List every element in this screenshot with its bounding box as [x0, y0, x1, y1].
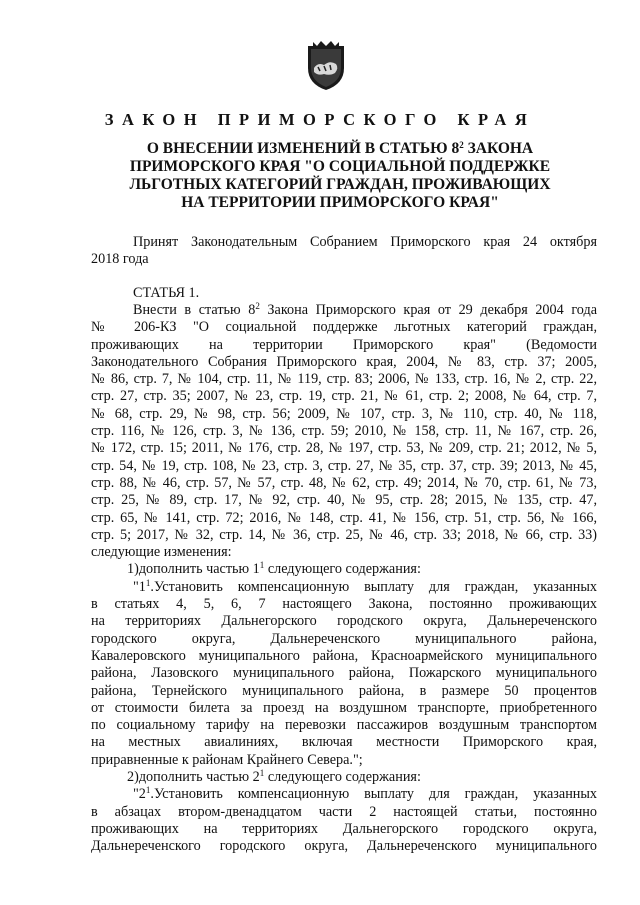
quote-1-line: района, Лазовского муниципального района, Пожарского муниципального: [91, 665, 597, 682]
quote-1-line: района, Тернейского муниципального района, в размере 50 процентов: [91, 682, 597, 699]
quote-1-first: "$1^1.Установить$ компенсационную выплату для граждан, указанных: [133, 577, 597, 595]
adoption-note: Принят Законодательным Собранием Приморского края 24 октября 2018 года: [91, 234, 597, 268]
article-line: стр. 88, № 46, стр. 57, № 57, стр. 48, № 62, стр. 49; 2014, № 70, стр. 61, № 73,: [91, 474, 597, 491]
article-line: Законодательного Собрания Приморского края, 2004, № 83, стр. 37; 2005,: [91, 353, 597, 370]
quote-2-line: Дальнереченского городского округа, Дальнереченского муниципального: [91, 838, 597, 855]
quote-1-line: от стоимости билета за проезд на воздушном транспорте, приобретенного: [91, 699, 597, 716]
article-intro: Внести в статью $8^2$ Закона Приморского края от 29 декабря 2004 года: [133, 301, 597, 318]
item-1: 1)дополнить частью $1^1$ следующего содержания:: [127, 560, 421, 578]
subtitle-line-4: НА ТЕРРИТОРИИ ПРИМОРСКОГО КРАЯ": [181, 194, 499, 211]
quote-1-line: по социальному тарифу на перевозки пассажиров воздушным транспортом: [91, 717, 597, 734]
article-line: № 68, стр. 29, № 98, стр. 56; 2009, № 107, стр. 3, № 110, стр. 40, № 118,: [91, 405, 597, 422]
subtitle-line-1: О ВНЕСЕНИИ ИЗМЕНЕНИЙ В СТАТЬЮ $8^2$ ЗАКОНА: [146, 140, 534, 157]
quote-1-line: приравненные к районам Крайнего Севера.";: [91, 751, 363, 768]
law-title: ЗАКОН ПРИМОРСКОГО КРАЯ: [104, 110, 536, 129]
quote-1-line: городского округа, Дальнереченского муниципального района,: [91, 630, 597, 647]
article-line: стр. 25, № 89, стр. 17, № 92, стр. 40, № 95, стр. 28; 2015, № 135, стр. 47,: [91, 492, 597, 509]
article-line: стр. 116, № 126, стр. 3, № 136, стр. 59; 2010, № 158, стр. 11, № 167, стр. 26,: [91, 423, 597, 440]
article-line: стр. 5; 2017, № 32, стр. 14, № 36, стр. 25, № 46, стр. 33; 2018, № 66, стр. 33): [91, 526, 597, 543]
item-2: 2)дополнить частью $2^1$ следующего содержания:: [127, 768, 421, 786]
quote-1-line: в статьях 4, 5, 6, 7 настоящего Закона, постоянно проживающих: [91, 596, 597, 613]
article-line: № 172, стр. 15; 2011, № 176, стр. 28, № 197, стр. 53, № 209, стр. 21; 2012, № 5,: [91, 440, 597, 457]
quote-1-line: на территориях Дальнегорского городского округа, Дальнереченского: [91, 613, 597, 630]
subtitle-line-2: ПРИМОРСКОГО КРАЯ "О СОЦИАЛЬНОЙ ПОДДЕРЖКЕ: [129, 158, 551, 175]
subtitle-line-3: ЛЬГОТНЫХ КАТЕГОРИЙ ГРАЖДАН, ПРОЖИВАЮЩИХ: [129, 176, 551, 193]
article-line: № 86, стр. 7, № 104, стр. 11, № 119, стр. 83; 2006, № 133, стр. 16, № 2, стр. 22,: [91, 371, 597, 388]
article-line: следующие изменения:: [91, 544, 232, 561]
article-line: № 206-КЗ "О социальной поддержке льготных категорий граждан,: [91, 319, 597, 336]
coat-of-arms-icon: [304, 38, 348, 92]
article-body: [91, 302, 597, 856]
quote-2-first: "$2^1.Установить$ компенсационную выплату для граждан, указанных: [133, 785, 597, 803]
article-heading: СТАТЬЯ 1.: [133, 285, 200, 301]
law-subtitle: [70, 140, 610, 212]
quote-1-line: Кавалеровского муниципального района, Красноармейского муниципального: [91, 647, 597, 664]
article-line: стр. 54, № 19, стр. 108, № 23, стр. 3, стр. 27, № 35, стр. 37, стр. 39; 2013, № 45,: [91, 457, 597, 474]
article-line: стр. 65, № 141, стр. 72; 2016, № 148, стр. 41, № 156, стр. 51, стр. 56, № 166,: [91, 509, 597, 526]
quote-2-line: проживающих на территориях Дальнегорского городского округа,: [91, 820, 597, 837]
quote-1-line: на местных авиалиниях, включая местности Приморского края,: [91, 734, 597, 751]
quote-2-line: в абзацах втором-двенадцатом части 2 настоящей статьи, постоянно: [91, 803, 597, 820]
article-line: стр. 27, стр. 35; 2007, № 23, стр. 19, стр. 21, № 61, стр. 2; 2008, № 64, стр. 7,: [91, 388, 597, 405]
article-line: проживающих на территории Приморского края" (Ведомости: [91, 336, 597, 353]
